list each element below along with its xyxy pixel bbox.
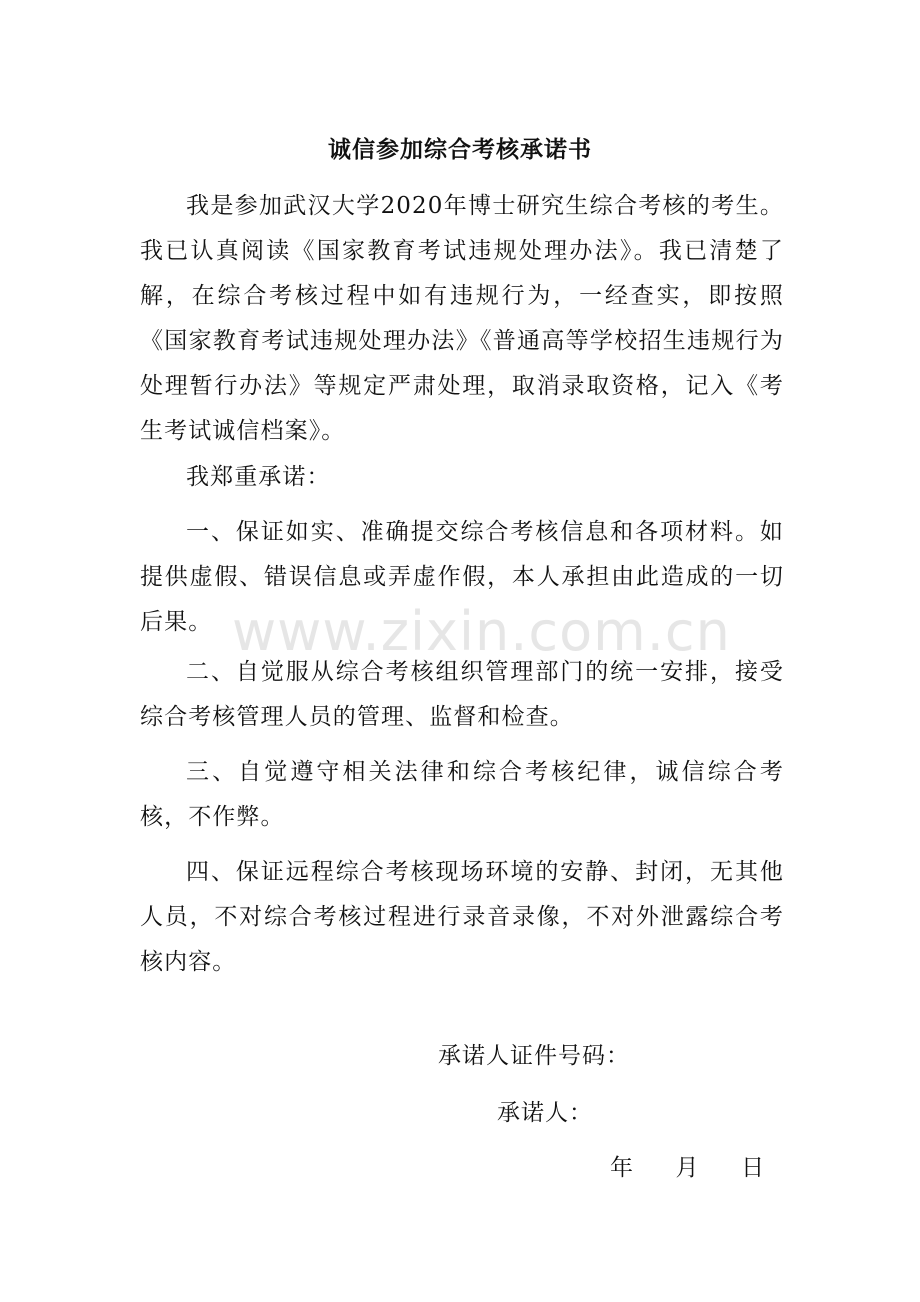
watermark: www.zixin.com.cn: [232, 600, 731, 663]
paragraph-item-3: 三、自觉遵守相关法律和综合考核纪律，诚信综合考核，不作弊。: [140, 759, 784, 830]
paragraph-intro: 我是参加武汉大学2020年博士研究生综合考核的考生。我已认真阅读《国家教育考试违规处理办法》。我已清楚了解，在综合考核过程中如有违规行为，一经查实，即按照《国家教育考试违规处理办法》《普通高等学校招生违规行为处理暂行办法》等规定严肃处理，取消录取资格，记入《考生考试诚信档案》。: [140, 193, 784, 444]
signature-date-label: 年 月 日: [610, 1155, 766, 1181]
paragraph-item-4: 四、保证远程综合考核现场环境的安静、封闭，无其他人员，不对综合考核过程进行录音录像，不对外泄露综合考核内容。: [140, 859, 784, 975]
paragraph-item-1: 一、保证如实、准确提交综合考核信息和各项材料。如提供虚假、错误信息或弄虚作假，本人承担由此造成的一切后果。: [140, 519, 784, 635]
signature-name-label: 承诺人：: [497, 1100, 593, 1126]
document-title: 诚信参加综合考核承诺书: [328, 136, 592, 163]
paragraph-solemn-promise: 我郑重承诺：: [186, 464, 331, 490]
paragraph-item-2: 二、自觉服从综合考核组织管理部门的统一安排，接受综合考核管理人员的管理、监督和检查。: [140, 659, 784, 730]
signature-id-label: 承诺人证件号码：: [438, 1043, 630, 1069]
